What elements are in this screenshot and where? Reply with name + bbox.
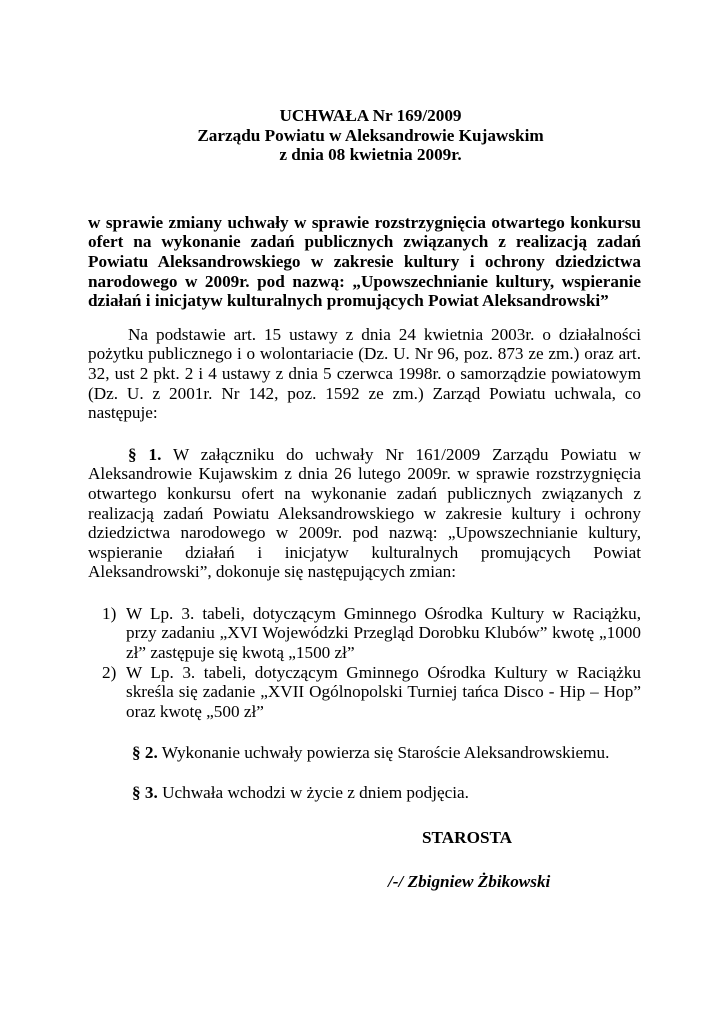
- list-item: [102, 604, 641, 663]
- issuing-body: Zarządu Powiatu w Aleksandrowie Kujawskim: [197, 125, 544, 145]
- resolution-subject: [88, 213, 641, 311]
- signatory-name: /-/ Zbigniew Żbikowski: [388, 872, 551, 891]
- list-item-number: 2): [102, 662, 117, 682]
- section-2-paragraph: [88, 743, 641, 763]
- section-2-label: § 2.: [132, 743, 158, 763]
- list-item-number: 1): [102, 603, 117, 623]
- section-1-label: § 1.: [128, 444, 162, 464]
- signatory-title: STAROSTA: [422, 828, 513, 847]
- section-1-text: W załączniku do uchwały Nr 161/2009 Zarządu Powiatu w Aleksandrowie Kujawskim z dnia 26 lutego 2009r. w sprawie rozstrzygnięcia otwartego konkursu ofert na wykonanie zadań publicznych związanych z realizacją zadań Powiatu Aleksandrowskiego w zakresie kultury i ochrony dziedzictwa narodowego w 2009r. pod nazwą: „Upowszechnianie kultury, wspieranie działań i inicjatyw kulturalnych promujących Powiat Aleksandrowski”, dokonuje się następujących zmian:: [88, 444, 641, 582]
- list-item-text: W Lp. 3. tabeli, dotyczącym Gminnego Ośrodka Kultury w Raciążku, przy zadaniu „XVI Wojewódzki Przegląd Dorobku Klubów” kwotę „1000 zł” zastępuje się kwotą „1500 zł”: [126, 603, 641, 663]
- section-3-label: § 3.: [132, 783, 158, 803]
- section-1-paragraph: [88, 445, 641, 582]
- resolution-number: UCHWAŁA Nr 169/2009: [279, 106, 462, 125]
- section-2-text: Wykonanie uchwały powierza się Staroście Aleksandrowskiemu.: [157, 743, 610, 763]
- subject-text: w sprawie zmiany uchwały w sprawie rozstrzygnięcia otwartego konkursu ofert na wykonanie zadań publicznych związanych z realizacją zadań Powiatu Aleksandrowskiego w zakresie kultury i ochrony dziedzictwa narodowego w 2009r. pod nazwą: „Upowszechnianie kultury, wspieranie działań i inicjatyw kulturalnych promujących Powiat Aleksandrowski”: [88, 212, 641, 311]
- section-3-paragraph: [88, 783, 641, 803]
- resolution-date: z dnia 08 kwietnia 2009r.: [279, 145, 462, 165]
- preamble-paragraph: [88, 325, 641, 423]
- document-page: [88, 106, 641, 891]
- list-item-text: W Lp. 3. tabeli, dotyczącym Gminnego Ośrodka Kultury w Raciążku skreśla się zadanie „XVII Ogólnopolski Turniej tańca Disco - Hip – Hop” oraz kwotę „500 zł”: [126, 662, 641, 721]
- preamble-text: Na podstawie art. 15 ustawy z dnia 24 kwietnia 2003r. o działalności pożytku publicznego i o wolontariacie (Dz. U. Nr 96, poz. 873 ze zm.) oraz art. 32, ust 2 pkt. 2 i 4 ustawy z dnia 5 czerwca 1998r. o samorządzie powiatowym (Dz. U. z 2001r. Nr 142, poz. 1592 ze zm.) Zarząd Powiatu uchwala, co następuje:: [88, 324, 641, 423]
- section-1-content: [88, 445, 641, 582]
- section-3-text: Uchwała wchodzi w życie z dniem podjęcia.: [157, 783, 469, 803]
- document-header: [100, 106, 641, 165]
- changes-list: [88, 604, 641, 722]
- list-item: [102, 663, 641, 722]
